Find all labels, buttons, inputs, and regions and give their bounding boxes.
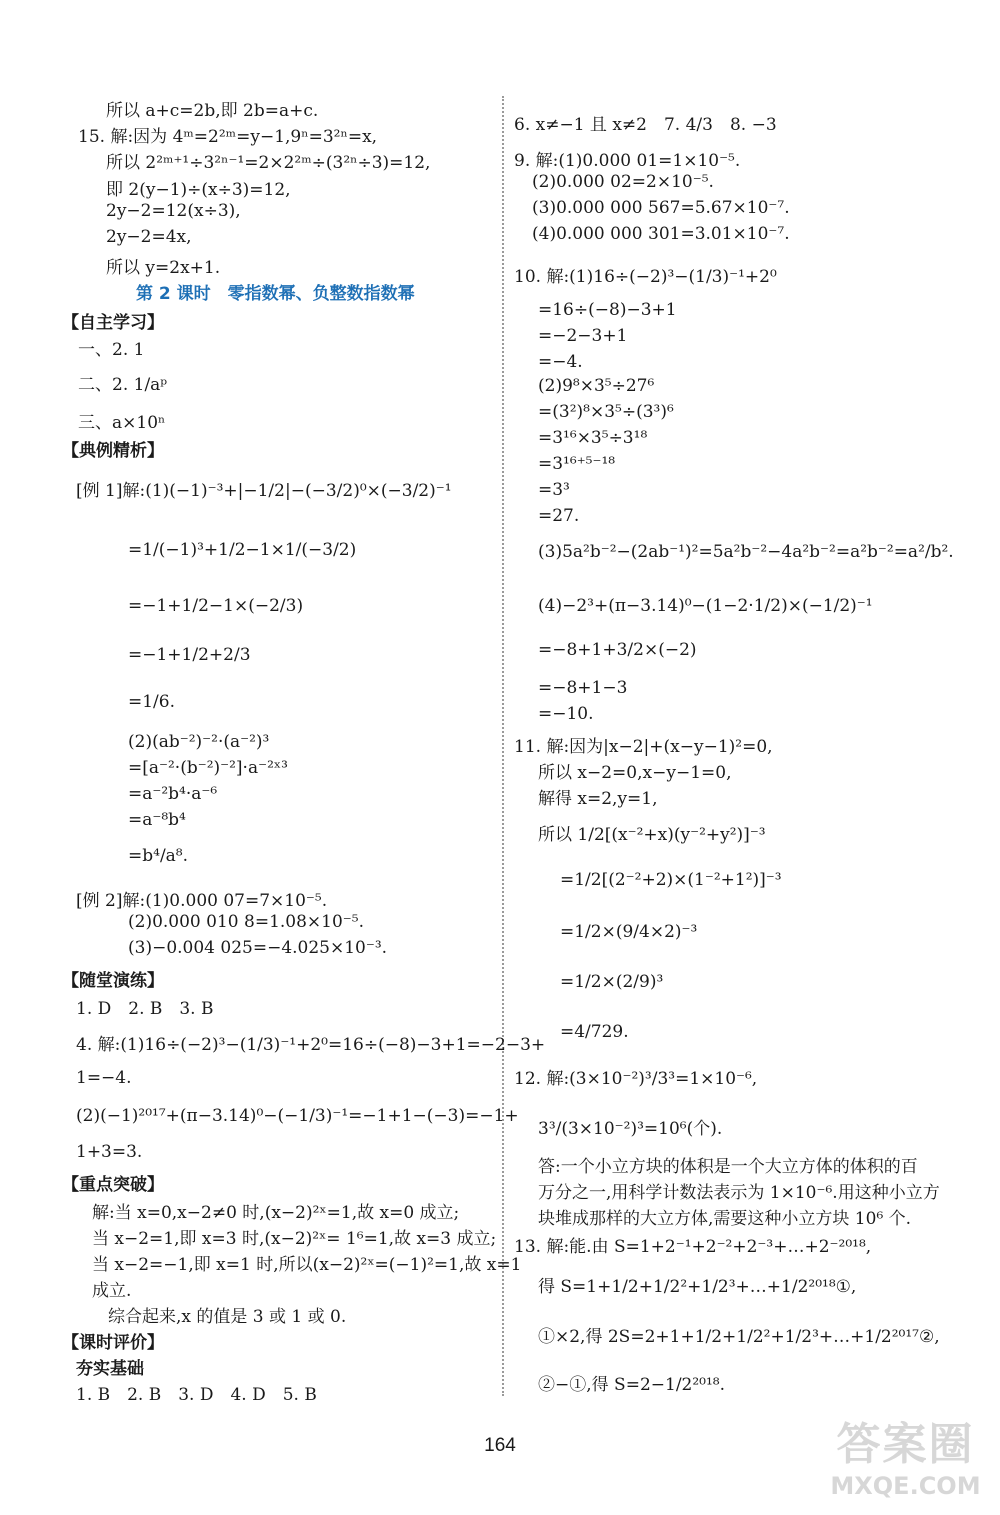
text-line: =−2−3+1 <box>538 326 628 346</box>
text-line: 当 x−2=1,即 x=3 时,(x−2)²ˣ= 1⁶=1,故 x=3 成立; <box>92 1229 497 1249</box>
text-line: =1/2×(2/9)³ <box>560 972 664 992</box>
text-line: 三、a×10ⁿ <box>78 413 166 433</box>
problem-11: 11. 解:因为|x−2|+(x−y−1)²=0, <box>514 737 773 757</box>
text-line: =(3²)⁸×3⁵÷(3³)⁶ <box>538 402 674 422</box>
text-line: 3³/(3×10⁻²)³=10⁶(个). <box>538 1119 723 1139</box>
text-line: 4. 解:(1)16÷(−2)³−(1/3)⁻¹+2⁰=16÷(−8)−3+1=−2−3+ <box>76 1035 546 1055</box>
problem-13: 13. 解:能.由 S=1+2⁻¹+2⁻²+2⁻³+…+2⁻²⁰¹⁸, <box>514 1237 872 1257</box>
text-line: =−8+1−3 <box>538 678 628 698</box>
text-line: (3)0.000 000 567=5.67×10⁻⁷. <box>532 198 790 218</box>
text-line: 二、2. 1/aᵖ <box>78 375 168 395</box>
watermark-text: 答案圈 <box>836 1419 975 1470</box>
text-line: (2)(−1)²⁰¹⁷+(π−3.14)⁰−(−1/3)⁻¹=−1+1−(−3)=−1+ <box>76 1106 519 1126</box>
problem-9: 9. 解:(1)0.000 01=1×10⁻⁵. <box>514 151 741 171</box>
text-line: 2y−2=12(x÷3), <box>106 201 241 221</box>
lesson-title: 第 2 课时 零指数幂、负整数指数幂 <box>136 284 415 304</box>
text-line: 6. x≠−1 且 x≠2 7. 4/3 8. −3 <box>514 115 777 135</box>
text-line: 所以 2²ᵐ⁺¹÷3²ⁿ⁻¹=2×2²ᵐ÷(3²ⁿ÷3)=12, <box>106 153 431 173</box>
text-line: =3¹⁶⁺⁵⁻¹⁸ <box>538 454 616 474</box>
text-line: 解:当 x=0,x−2≠0 时,(x−2)²ˣ=1,故 x=0 成立; <box>92 1203 460 1223</box>
problem-12: 12. 解:(3×10⁻²)³/3³=1×10⁻⁶, <box>514 1069 758 1089</box>
text-line: (2)0.000 010 8=1.08×10⁻⁵. <box>128 912 364 932</box>
section-header: 【随堂演练】 <box>62 971 164 991</box>
text-line: =−1+1/2−1×(−2/3) <box>128 596 304 616</box>
text-line: =1/2×(9/4×2)⁻³ <box>560 922 698 942</box>
watermark-logo <box>818 1408 993 1508</box>
section-header: 【典例精析】 <box>62 441 164 461</box>
problem-10: 10. 解:(1)16÷(−2)³−(1/3)⁻¹+2⁰ <box>514 267 777 287</box>
text-line: 所以 x−2=0,x−y−1=0, <box>538 763 732 783</box>
text-line: 答:一个小立方块的体积是一个大立方体的体积的百 <box>538 1157 918 1177</box>
text-line: ②−①,得 S=2−1/2²⁰¹⁸. <box>538 1375 726 1395</box>
text-line: 解得 x=2,y=1, <box>538 789 658 809</box>
text-line: =a⁻⁸b⁴ <box>128 810 186 830</box>
text-line: 2y−2=4x, <box>106 227 192 247</box>
text-line: =16÷(−8)−3+1 <box>538 300 677 320</box>
text-line: (2)(ab⁻²)⁻²·(a⁻²)³ <box>128 732 270 752</box>
text-line: =−10. <box>538 704 594 724</box>
text-line: =1/(−1)³+1/2−1×1/(−3/2) <box>128 540 357 560</box>
text-line: (4)0.000 000 301=3.01×10⁻⁷. <box>532 224 790 244</box>
text-line: =27. <box>538 506 580 526</box>
text-line: 当 x−2=−1,即 x=1 时,所以(x−2)²ˣ=(−1)²=1,故 x=1 <box>92 1255 522 1275</box>
text-line: =1/2[(2⁻²+2)×(1⁻²+1²)]⁻³ <box>560 870 782 890</box>
text-line: =−1+1/2+2/3 <box>128 645 251 665</box>
example-2: [例 2]解:(1)0.000 07=7×10⁻⁵. <box>76 891 328 911</box>
text-line: 一、2. 1 <box>78 340 145 360</box>
text-line: 综合起来,x 的值是 3 或 1 或 0. <box>108 1307 347 1327</box>
text-line: =b⁴/a⁸. <box>128 846 189 866</box>
text-line: (2)9⁸×3⁵÷27⁶ <box>538 376 655 396</box>
text-line: 万分之一,用科学计数法表示为 1×10⁻⁶.用这种小立方 <box>538 1183 940 1203</box>
text-line: 得 S=1+1/2+1/2²+1/2³+…+1/2²⁰¹⁸①, <box>538 1277 857 1297</box>
text-line: (3)5a²b⁻²−(2ab⁻¹)²=5a²b⁻²−4a²b⁻²=a²b⁻²=a²/b². <box>538 542 954 562</box>
section-header: 【课时评价】 <box>62 1333 164 1353</box>
page-number: 164 <box>484 1435 516 1456</box>
text-line: 1. D 2. B 3. B <box>76 999 214 1019</box>
text-line: =3¹⁶×3⁵÷3¹⁸ <box>538 428 648 448</box>
text-line: 1=−4. <box>76 1068 132 1088</box>
text-line: =1/6. <box>128 692 176 712</box>
text-line: 1+3=3. <box>76 1142 143 1162</box>
problem-15: 15. 解:因为 4ᵐ=2²ᵐ=y−1,9ⁿ=3²ⁿ=x, <box>78 127 378 147</box>
text-line: =−4. <box>538 352 583 372</box>
subsection-header: 夯实基础 <box>76 1359 144 1379</box>
text-line: =a⁻²b⁴·a⁻⁶ <box>128 784 218 804</box>
text-line: ①×2,得 2S=2+1+1/2+1/2²+1/2³+…+1/2²⁰¹⁷②, <box>538 1327 940 1347</box>
text-line: 1. B 2. B 3. D 4. D 5. B <box>76 1385 317 1405</box>
text-line: 所以 1/2[(x⁻²+x)(y⁻²+y²)]⁻³ <box>538 825 766 845</box>
text-line: (3)−0.004 025=−4.025×10⁻³. <box>128 938 388 958</box>
text-line: (4)−2³+(π−3.14)⁰−(1−2·1/2)×(−1/2)⁻¹ <box>538 596 873 616</box>
text-line: 即 2(y−1)÷(x÷3)=12, <box>106 180 291 200</box>
text-line: 所以 a+c=2b,即 2b=a+c. <box>106 101 319 121</box>
text-line: =−8+1+3/2×(−2) <box>538 640 697 660</box>
column-divider <box>502 96 504 1396</box>
text-line: 块堆成那样的大立方体,需要这种小立方块 10⁶ 个. <box>538 1209 912 1229</box>
section-header: 【自主学习】 <box>62 313 164 333</box>
text-line: =[a⁻²·(b⁻²)⁻²]·a⁻²ˣ³ <box>128 758 288 778</box>
watermark-url: MXQE.COM <box>830 1472 981 1500</box>
text-line: (2)0.000 02=2×10⁻⁵. <box>532 172 714 192</box>
text-line: 所以 y=2x+1. <box>106 258 221 278</box>
example-1: [例 1]解:(1)(−1)⁻³+|−1/2|−(−3/2)⁰×(−3/2)⁻¹ <box>76 481 452 501</box>
text-line: 成立. <box>92 1281 132 1301</box>
text-line: =4/729. <box>560 1022 629 1042</box>
text-line: =3³ <box>538 480 570 500</box>
section-header: 【重点突破】 <box>62 1175 164 1195</box>
